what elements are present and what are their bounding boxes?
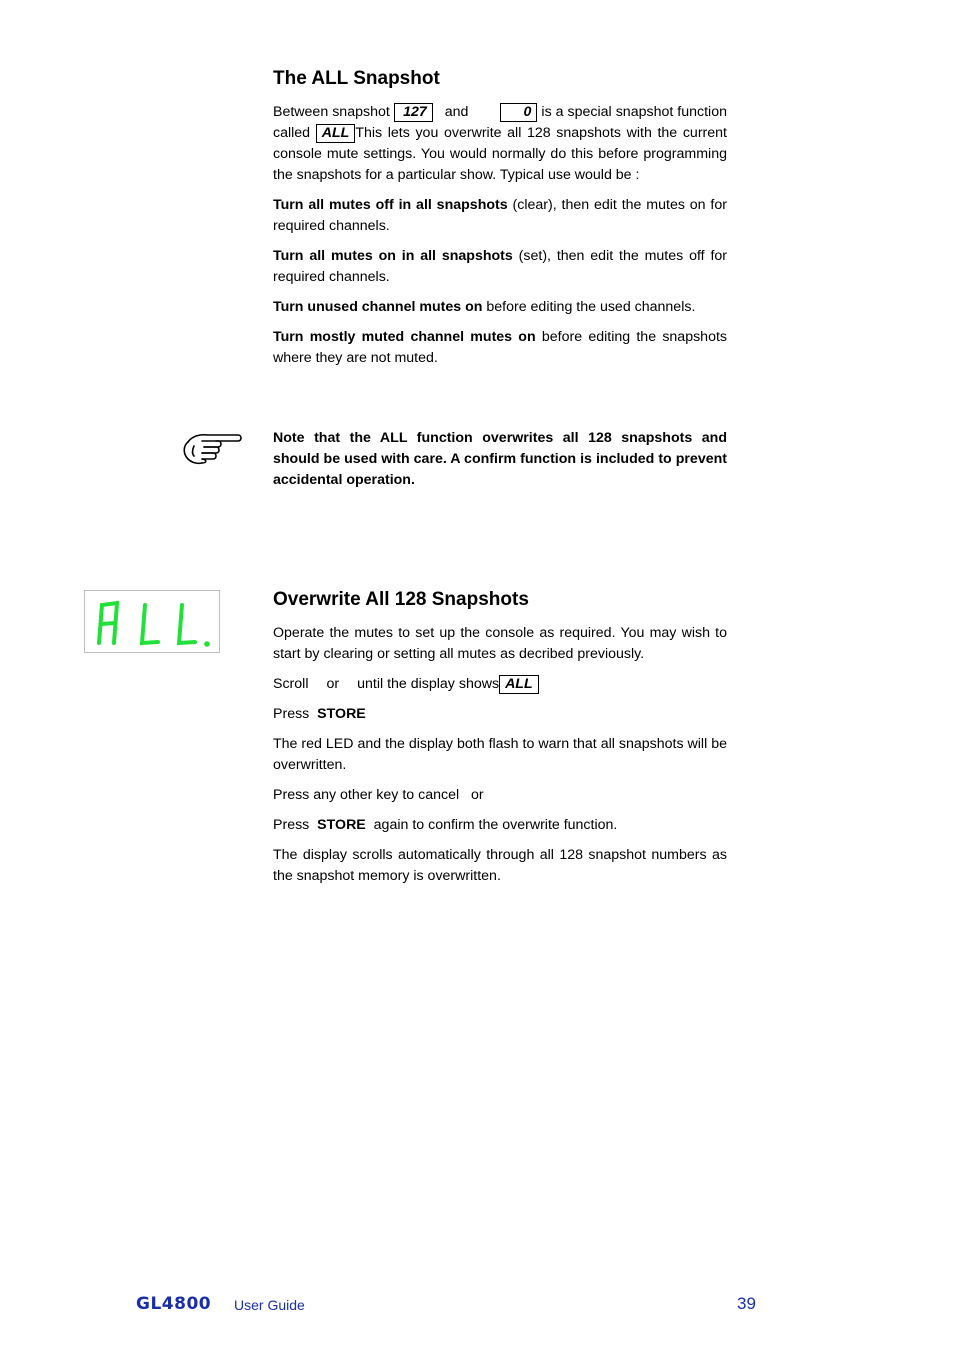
section-all-snapshot [273,67,727,378]
display-all-icon [85,591,219,652]
display-box-0: 0 [500,103,537,122]
use-item: Turn all mutes off in all snapshots (clear), then edit the mutes on for required channels. [273,197,727,234]
use-item: Turn unused channel mutes on before editing the used channels. [273,299,696,315]
footer-subtitle: User Guide [234,1297,305,1313]
use-item: Turn all mutes on in all snapshots (set), then edit the mutes off for required channels. [273,248,728,285]
display-box-127: 127 [394,103,433,122]
seven-segment-display [84,590,220,653]
press-store: Press STORE [273,706,366,722]
paragraph: Operate the mutes to set up the console as required. You may wish to start by clearing or setting all mutes as decribed previously. [273,625,727,662]
section-overwrite-all [273,588,727,896]
paragraph: The display scrolls automatically through all 128 snapshot numbers as the snapshot memory is overwritten. [273,847,727,884]
section-title: The ALL Snapshot [273,68,440,89]
note-block [273,428,727,500]
scroll-instruction: Scroll or until the display shows ALL [273,674,727,695]
note-text: Note that the ALL function overwrites all 128 snapshots and should be used with care. A confirm function is included to prevent accidental operation. [273,430,727,488]
paragraph: The red LED and the display both flash to warn that all snapshots will be overwritten. [273,736,727,773]
page-number: 39 [737,1294,756,1313]
cancel-instruction: Press any other key to cancel or [273,787,484,803]
pointing-hand-icon [180,428,244,468]
use-item: Turn mostly muted channel mutes on before editing the snapshots where they are not muted. [273,329,727,366]
press-store-confirm: Press STORE again to confirm the overwrite function. [273,817,618,833]
section-title: Overwrite All 128 Snapshots [273,589,529,610]
intro-paragraph: Between snapshot 127 and 0 is a special snapshot function called ALL This lets you overwrite all 128 snapshots with the current console mute settings. You would normally do this before programming the snapshots for a particular show. Typical use would be : [273,104,727,183]
brand-logo: GL4800 [136,1294,212,1314]
display-box-all: ALL [316,124,356,143]
display-box-all: ALL [499,675,539,694]
